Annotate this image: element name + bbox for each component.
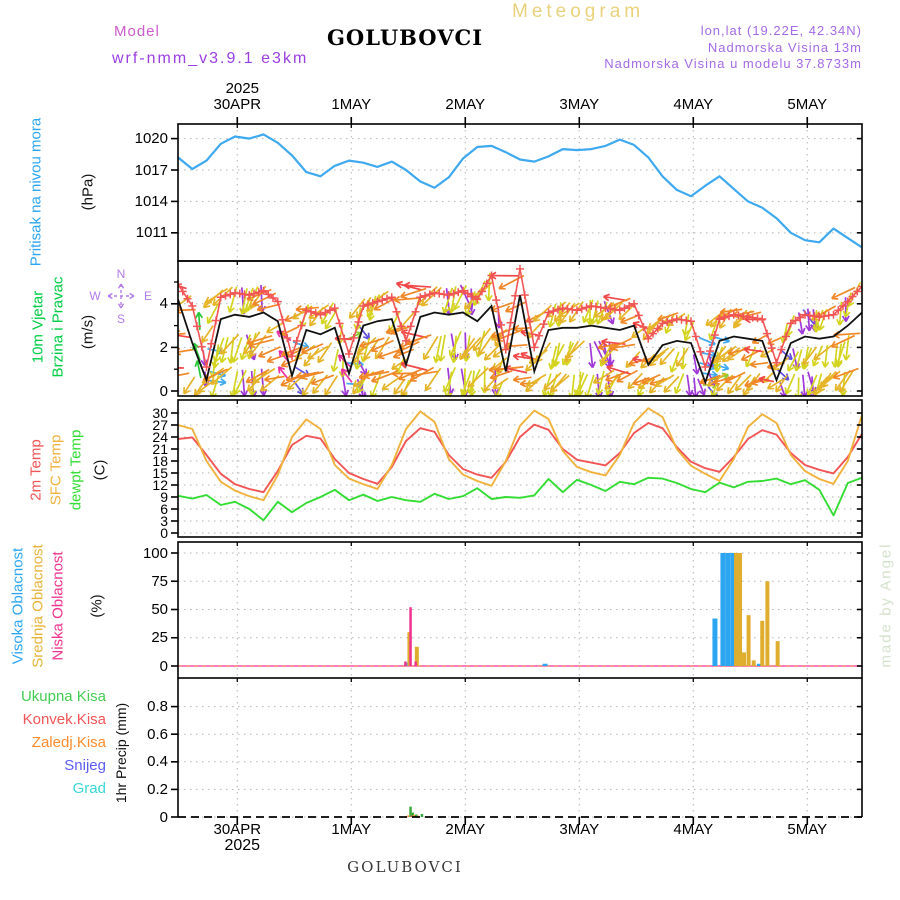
temp-ytick-label: 18 xyxy=(152,452,168,469)
x-axis-day-label-top: 4MAY xyxy=(673,96,714,113)
precip-legend-4: Grad xyxy=(72,780,106,797)
temp-ytick-label: 27 xyxy=(152,416,168,433)
watermark: made by Angel xyxy=(877,542,895,668)
temp-ytick-label: 15 xyxy=(152,464,168,481)
x-axis-day-label-top: 5MAY xyxy=(787,96,828,113)
precip-legend-2: Zaledj.Kisa xyxy=(31,734,106,751)
x-axis-year-top: 2025 xyxy=(225,80,259,97)
temp-ytick-label: 12 xyxy=(152,476,168,493)
precip-unit-label: 1hr Precip (mm) xyxy=(113,702,129,804)
temp-ytick-label: 3 xyxy=(160,512,168,529)
precip-ytick-label: 0.8 xyxy=(147,698,168,716)
wind-axis-label-2: Brzina i Pravac xyxy=(49,276,67,378)
x-axis-year-bottom: 2025 xyxy=(224,837,261,854)
temp-ytick-label: 0 xyxy=(160,524,168,541)
temp-unit-label: (C) xyxy=(91,459,109,481)
compass-e-label: E xyxy=(143,289,153,303)
precip-ytick-label: 0.2 xyxy=(147,780,168,798)
temp-ytick-label: 21 xyxy=(152,440,168,457)
wind-axis-label-1: 10m Vjetar xyxy=(29,290,47,364)
cloud-legend-0: Visoka Oblacnost xyxy=(9,547,27,665)
cloud-bars-0 xyxy=(405,553,762,666)
cloud-legend-2: Niska Oblacnost xyxy=(49,551,67,661)
cloud-ytick-label: 100 xyxy=(142,544,168,562)
x-axis-day-label-top: 30APR xyxy=(213,96,262,113)
pressure-ytick-label: 1020 xyxy=(134,130,168,148)
x-axis-day-label-bottom: 3MAY xyxy=(559,821,600,838)
cloud-panel xyxy=(178,542,862,678)
page-title: Meteogram xyxy=(512,1,645,22)
compass-n-label: N xyxy=(116,267,126,281)
precip-legend-3: Snijeg xyxy=(64,757,106,774)
precip-panel xyxy=(178,678,862,817)
pressure-line xyxy=(178,134,862,247)
temp-legend-0: 2m Temp xyxy=(27,439,45,501)
cloud-legend-1: Srednja Oblacnost xyxy=(29,544,47,668)
temp-ytick-label: 30 xyxy=(152,404,168,421)
compass-s-label: S xyxy=(116,312,126,326)
wind-ytick-label: 2 xyxy=(159,338,168,356)
model-elevation-label: Nadmorska Visina u modelu 37.8733m xyxy=(604,56,862,71)
cloud-unit-label: (%) xyxy=(88,594,106,618)
lonlat-label: lon,lat (19.22E, 42.34N) xyxy=(700,23,862,38)
precip-ytick-label: 0.4 xyxy=(147,753,168,771)
x-axis-day-label-bottom: 1MAY xyxy=(331,821,372,838)
precip-bars-0 xyxy=(409,807,423,817)
temp-line-1 xyxy=(178,408,862,500)
x-axis-day-label-bottom: 2MAY xyxy=(445,821,486,838)
x-axis-day-label-bottom: 4MAY xyxy=(673,821,714,838)
wind-vectors xyxy=(151,272,860,399)
cloud-ytick-label: 75 xyxy=(151,572,168,590)
precip-ytick-label: 0.6 xyxy=(147,725,168,743)
temp-line-2 xyxy=(178,478,862,520)
cloud-ytick-label: 0 xyxy=(159,657,168,675)
elevation-label: Nadmorska Visina 13m xyxy=(707,40,862,55)
pressure-ytick-label: 1011 xyxy=(135,224,168,242)
temp-legend-2: dewpt Temp xyxy=(67,429,85,511)
station-title: GOLUBOVCI xyxy=(326,25,484,50)
precip-legend-1: Konvek.Kisa xyxy=(22,711,106,728)
model-label: Model xyxy=(114,23,160,40)
model-name: wrf-nmm_v3.9.1 e3km xyxy=(112,50,309,67)
x-axis-day-label-top: 1MAY xyxy=(331,96,372,113)
footer-station: GOLUBOVCI xyxy=(347,858,463,876)
pressure-ytick-label: 1017 xyxy=(134,161,168,179)
cloud-ytick-label: 50 xyxy=(151,601,168,618)
temp-ytick-label: 9 xyxy=(160,488,168,505)
x-axis-day-label-top: 3MAY xyxy=(559,96,600,113)
wind-ytick-label: 0 xyxy=(159,382,168,400)
x-axis-day-label-top: 2MAY xyxy=(445,96,486,113)
pressure-ytick-label: 1014 xyxy=(134,192,168,210)
temp-ytick-label: 24 xyxy=(152,428,168,445)
wind-ytick-label: 4 xyxy=(159,295,168,313)
temp-ytick-label: 6 xyxy=(160,500,168,517)
temp-legend-1: SFC Temp xyxy=(47,434,65,506)
precip-ytick-label: 0 xyxy=(159,808,168,826)
x-axis-day-label-bottom: 5MAY xyxy=(787,821,828,838)
pressure-axis-label: Pritisak na nivou mora xyxy=(27,117,45,267)
compass-w-label: W xyxy=(89,289,101,303)
cloud-ytick-label: 25 xyxy=(151,629,168,647)
wind-unit-label: (m/s) xyxy=(79,314,97,350)
x-axis-day-label-bottom: 30APR xyxy=(213,821,262,838)
pressure-unit-label: (hPa) xyxy=(79,173,97,211)
precip-legend-0: Ukupna Kisa xyxy=(20,688,106,705)
